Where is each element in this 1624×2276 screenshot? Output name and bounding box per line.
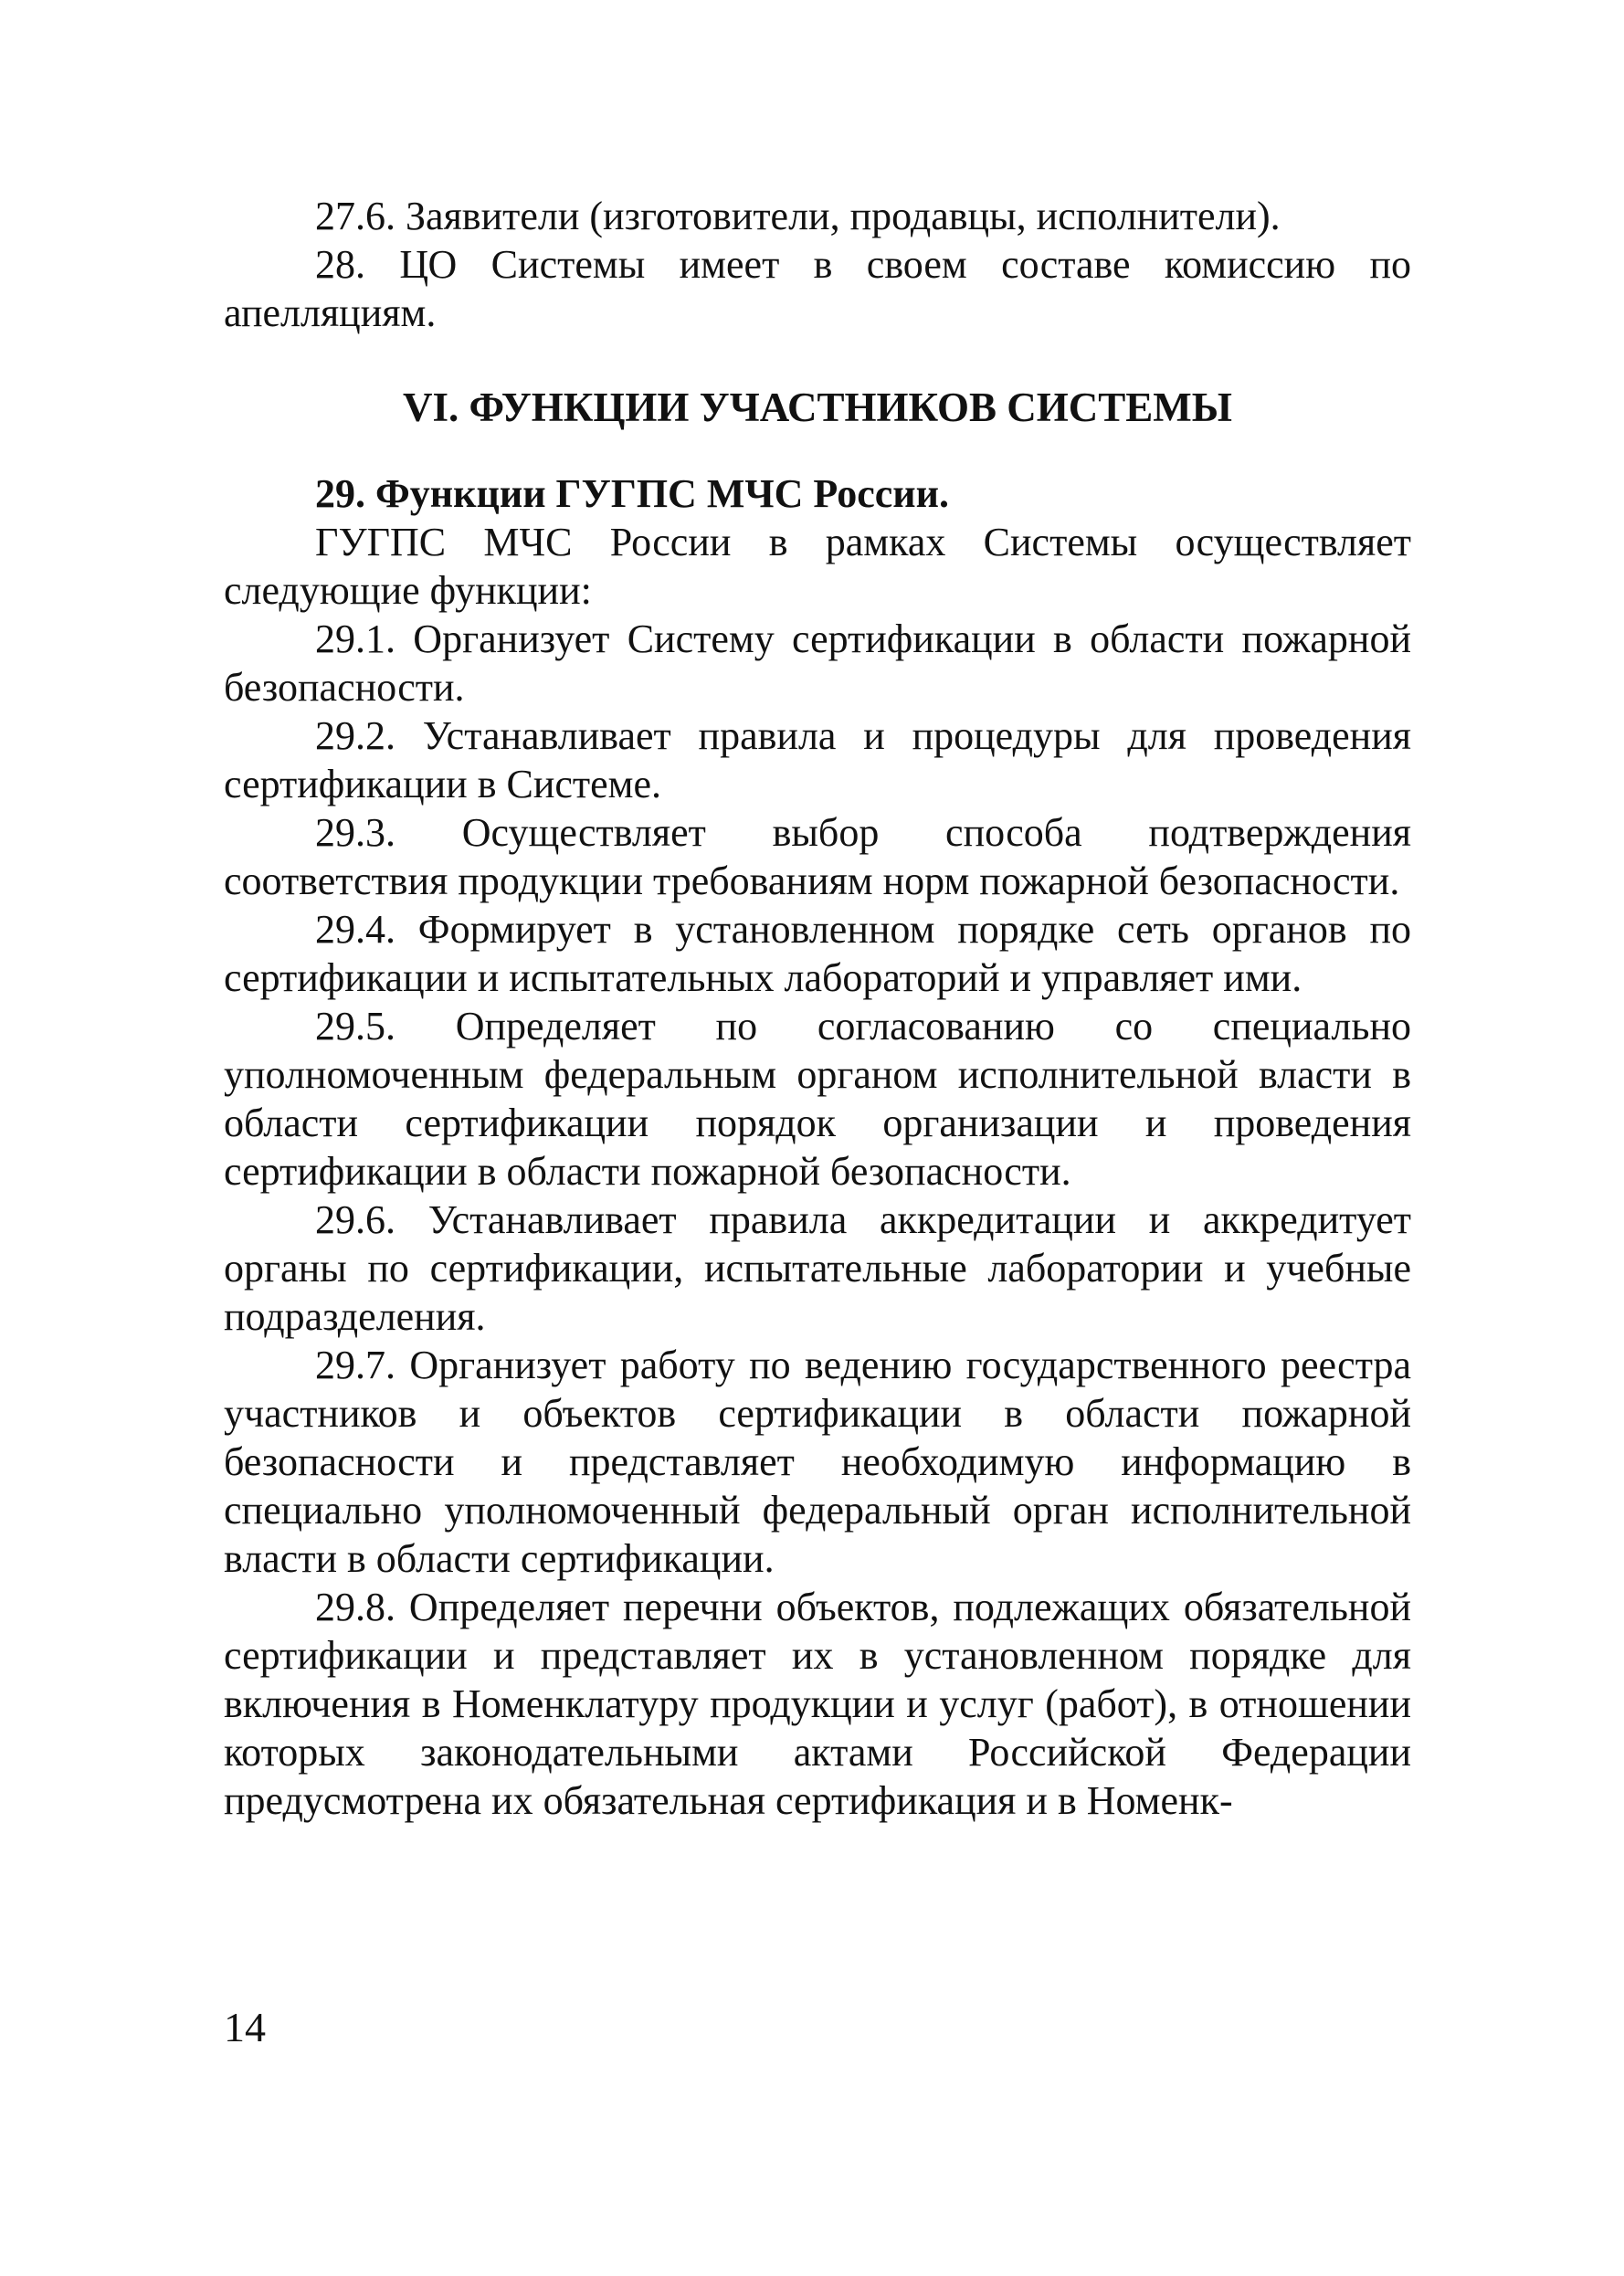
intro-paragraph: ГУГПС МЧС России в рамках Системы осуществляет следующие функции: [224,520,1411,613]
item-29-5: 29.5. Определяет по согласованию со специально уполномоченным федеральным органом исполнительной власти в области сертификации порядок организации и проведения сертификации в области пожарной безопасности. [224,1004,1411,1194]
page-content [224,192,1411,1825]
paragraph-27-6: 27.6. Заявители (изготовители, продавцы, исполнители). [315,194,1281,238]
item-29-3: 29.3. Осуществляет выбор способа подтверждения соответствия продукции требованиям норм пожарной безопасности. [224,810,1411,903]
item-29-7: 29.7. Организует работу по ведению государственного реестра участников и объектов сертификации в области пожарной безопасности и представляет необходимую информацию в специально уполномоченный федеральный орган исполнительной власти в области сертификации. [224,1343,1411,1581]
subheading-29: 29. Функции ГУГПС МЧС России. [315,471,949,516]
item-29-2: 29.2. Устанавливает правила и процедуры для проведения сертификации в Системе. [224,713,1411,806]
paragraph-28: 28. ЦО Системы имеет в своем составе комиссию по апелляциям. [224,242,1411,335]
item-29-8: 29.8. Определяет перечни объектов, подлежащих обязательной сертификации и представляет их в установленном порядке для включения в Номенклатуру продукции и услуг (работ), в отношении которых законодательными актами Российской Федерации предусмотрена их обязательная сертификация и в Номенк- [224,1585,1411,1823]
page-number: 14 [224,2004,266,2050]
item-29-6: 29.6. Устанавливает правила аккредитации и аккредитует органы по сертификации, испытательные лаборатории и учебные подразделения. [224,1197,1411,1339]
item-29-1: 29.1. Организует Систему сертификации в области пожарной безопасности. [224,616,1411,710]
item-29-4: 29.4. Формирует в установленном порядке сеть органов по сертификации и испытательных лабораторий и управляет ими. [224,907,1411,1000]
section-heading: VI. ФУНКЦИИ УЧАСТНИКОВ СИСТЕМЫ [403,385,1232,430]
